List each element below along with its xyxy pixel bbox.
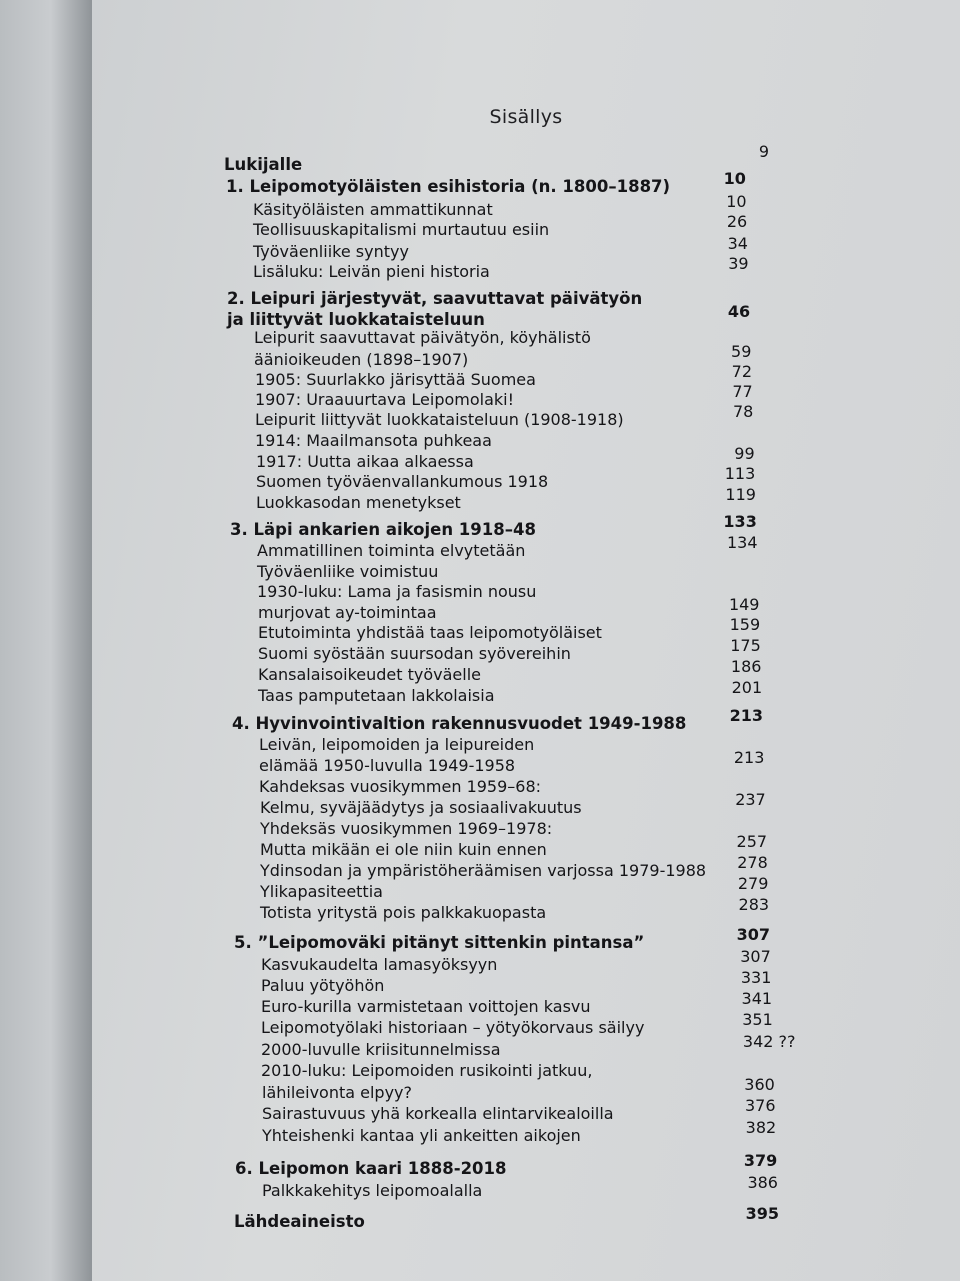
toc-entry-title: Suomen työväenvallankumous 1918	[256, 472, 549, 491]
page-number-value: 341	[741, 989, 773, 1008]
toc-page-number	[709, 895, 769, 915]
book-page	[92, 0, 960, 1281]
toc-entry-title: Käsityöläisten ammattikunnat	[253, 200, 493, 219]
toc-entry-title: Ylikapasiteettia	[260, 882, 383, 901]
toc-entry-title: Leipurit saavuttavat päivätyön, köyhälistö	[254, 328, 591, 347]
page-number-value: 77	[732, 382, 753, 401]
page-number-value: 283	[738, 895, 770, 914]
page-number-value: 59	[731, 342, 752, 361]
page-number-value: 10	[723, 169, 746, 188]
toc-entry-title: Kasvukaudelta lamasyöksyyn	[261, 955, 498, 974]
page-number-value: 237	[735, 790, 766, 809]
toc-page-number	[707, 832, 767, 852]
page-number-note: ??	[778, 1032, 796, 1051]
toc-page-number	[689, 254, 749, 274]
toc-page-number	[718, 1173, 778, 1193]
toc-entry-title: 2010-luku: Leipomoiden rusikointi jatkuu,	[261, 1061, 593, 1080]
toc-entry-title: Yhteishenki kantaa yli ankeitten aikojen	[262, 1126, 581, 1145]
toc-page-number	[687, 192, 747, 212]
toc-entry-title: Totista yritystä pois palkkakuopasta	[260, 903, 547, 922]
page-number-value: 342	[742, 1032, 774, 1051]
toc-page-number: 9	[758, 142, 769, 161]
toc-page-number	[700, 615, 760, 635]
toc-entry-title: 2000-luvulle kriisitunnelmissa	[261, 1040, 501, 1059]
toc-page-number	[701, 636, 761, 656]
toc-entry-title: 1917: Uutta aikaa alkaessa	[256, 452, 474, 471]
page-number-value: 360	[744, 1075, 775, 1094]
page-number-value: 379	[743, 1151, 778, 1170]
toc-entry-title: Kelmu, syväjäädytys ja sosiaalivakuutus	[260, 798, 582, 817]
page-number-value: 119	[725, 485, 756, 504]
page-number-value: 72	[731, 362, 753, 381]
page-number-value: 159	[729, 615, 761, 634]
toc-entry-title: 1907: Uraauurtava Leipomolaki!	[255, 390, 515, 409]
page-number-value: 34	[727, 234, 748, 253]
toc-entry-title: Leipurit liittyvät luokkataisteluun (1908-1918)	[255, 410, 624, 429]
toc-page-number	[713, 1010, 773, 1030]
page-number-value: 307	[740, 947, 771, 966]
toc-chapter-title: 5. ”Leipomoväki pitänyt sittenkin pintansa”	[234, 933, 645, 952]
toc-page-number	[701, 657, 761, 677]
toc-entry-title: Luokkasodan menetykset	[256, 493, 461, 512]
page-number-value: 386	[747, 1173, 778, 1192]
page-number-value: 382	[745, 1118, 777, 1137]
page-number-value: 175	[730, 636, 761, 655]
toc-chapter-title: 1. Leipomotyöläisten esihistoria (n. 1800–1887)	[226, 177, 671, 196]
toc-chapter-title: 2. Leipuri järjestyvät, saavuttavat päivätyön	[227, 289, 643, 308]
toc-entry-title: elämää 1950-luvulla 1949-1958	[259, 756, 516, 775]
page-number-value: 186	[730, 657, 762, 676]
toc-page-number	[715, 1075, 775, 1095]
toc-entry-title: Mutta mikään ei ole niin kuin ennen	[260, 840, 547, 859]
toc-page-number	[692, 362, 752, 382]
toc-entry-title: Ammatillinen toiminta elvytetään	[257, 541, 526, 560]
toc-chapter-title: 6. Leipomon kaari 1888-2018	[235, 1159, 507, 1178]
toc-page-number	[713, 1032, 773, 1052]
toc-entry-title: Teollisuuskapitalismi murtautuu esiin	[253, 220, 550, 239]
toc-page-number	[706, 790, 766, 810]
page-number-value: 113	[724, 464, 756, 483]
toc-page-number	[693, 382, 753, 402]
toc-page-number	[708, 853, 768, 873]
toc-entry-title: Euro-kurilla varmistetaan voittojen kasvu	[261, 997, 591, 1016]
toc-page-number	[688, 234, 748, 254]
toc-page-number	[687, 212, 747, 232]
toc-page-number	[716, 1096, 776, 1116]
toc-entry-title: 1905: Suurlakko järisyttää Suomea	[255, 370, 536, 389]
page-number-value: 351	[742, 1010, 773, 1029]
toc-page-number	[698, 533, 758, 553]
toc-chapter-title: 3. Läpi ankarien aikojen 1918–48	[230, 520, 536, 539]
page-number-value: 39	[728, 254, 749, 273]
toc-page-number	[711, 947, 771, 967]
table-of-contents	[92, 0, 960, 1281]
toc-page-number	[704, 748, 764, 768]
toc-page-number	[710, 925, 770, 945]
toc-page-number	[712, 989, 772, 1009]
toc-page-number	[699, 595, 759, 615]
toc-entry-title: lähileivonta elpyy?	[262, 1083, 413, 1102]
toc-page-number	[697, 512, 757, 532]
toc-page-number	[696, 485, 756, 505]
toc-entry-title: Työväenliike voimistuu	[257, 562, 439, 581]
toc-entry-title: 1914: Maailmansota puhkeaa	[255, 431, 492, 450]
toc-page-number	[711, 968, 771, 988]
toc-page-number	[693, 402, 753, 422]
toc-entry-title: Lisäluku: Leivän pieni historia	[253, 262, 490, 281]
toc-page-number	[708, 874, 768, 894]
toc-chapter-title: Lukijalle	[224, 155, 303, 174]
toc-entry-title: Yhdeksäs vuosikymmen 1969–1978:	[260, 819, 553, 838]
toc-entry-title: Kahdeksas vuosikymmen 1959–68:	[259, 777, 542, 796]
page-title: Sisällys	[489, 106, 563, 128]
toc-entry-title: Suomi syöstään suursodan syövereihin	[258, 644, 571, 663]
toc-page-number	[690, 302, 750, 322]
toc-entry-title: Taas pamputetaan lakkolaisia	[258, 686, 495, 705]
toc-chapter-title: 4. Hyvinvointivaltion rakennusvuodet 1949-1988	[232, 714, 687, 733]
page-number-value: 149	[728, 595, 760, 614]
page-number-value: 26	[726, 212, 748, 231]
toc-page-number	[695, 464, 755, 484]
page-number-value: 395	[745, 1204, 779, 1223]
page-number-value: 331	[740, 968, 772, 987]
toc-page-number	[703, 706, 763, 726]
toc-page-number	[719, 1204, 779, 1224]
toc-page-number	[695, 444, 755, 464]
facing-page-gutter	[0, 0, 92, 1281]
page-number-value: 278	[737, 853, 768, 872]
page-number-value: 134	[726, 533, 758, 552]
toc-entry-title: Työväenliike syntyy	[253, 242, 409, 261]
toc-entry-title: Ydinsodan ja ympäristöheräämisen varjossa 1979-1988	[260, 861, 707, 880]
page-number-value: 307	[736, 925, 771, 944]
toc-page-number	[717, 1151, 777, 1171]
page-number-value: 257	[736, 832, 768, 851]
toc-entry-title: Kansalaisoikeudet työväelle	[258, 665, 481, 684]
toc-entry-title: 1930-luku: Lama ja fasismin nousu	[257, 582, 537, 601]
toc-entry-title: Leivän, leipomoiden ja leipureiden	[259, 735, 535, 754]
toc-entry-title: äänioikeuden (1898–1907)	[254, 350, 469, 369]
toc-entry-title: Paluu yötyöhön	[261, 976, 385, 995]
toc-page-number	[686, 169, 746, 189]
page-number-value: 78	[732, 402, 754, 421]
toc-entry-title: Etutoiminta yhdistää taas leipomotyöläiset	[258, 623, 602, 642]
page-number-value: 133	[723, 512, 757, 531]
page-number-value: 10	[726, 192, 747, 211]
toc-page-number	[716, 1118, 776, 1138]
toc-chapter-title: Lähdeaineisto	[234, 1212, 365, 1231]
toc-entry-title: Leipomotyölaki historiaan – yötyökorvaus säilyy	[261, 1018, 645, 1037]
page-number-value: 46	[727, 302, 751, 321]
page-number-value: 99	[734, 444, 755, 463]
toc-page-number	[691, 342, 751, 362]
toc-chapter-title: ja liittyvät luokkataisteluun	[227, 310, 485, 329]
page-number-value: 213	[729, 706, 764, 725]
toc-entry-title: murjovat ay-toimintaa	[258, 603, 437, 622]
toc-page-number	[702, 678, 762, 698]
toc-entry-title: Sairastuvuus yhä korkealla elintarvikealoilla	[262, 1104, 614, 1123]
page-number-value: 279	[737, 874, 769, 893]
page-number-value: 376	[744, 1096, 776, 1115]
page-number-value: 201	[731, 678, 763, 697]
page-number-value: 213	[733, 748, 765, 767]
toc-entry-title: Palkkakehitys leipomoalalla	[262, 1181, 483, 1200]
